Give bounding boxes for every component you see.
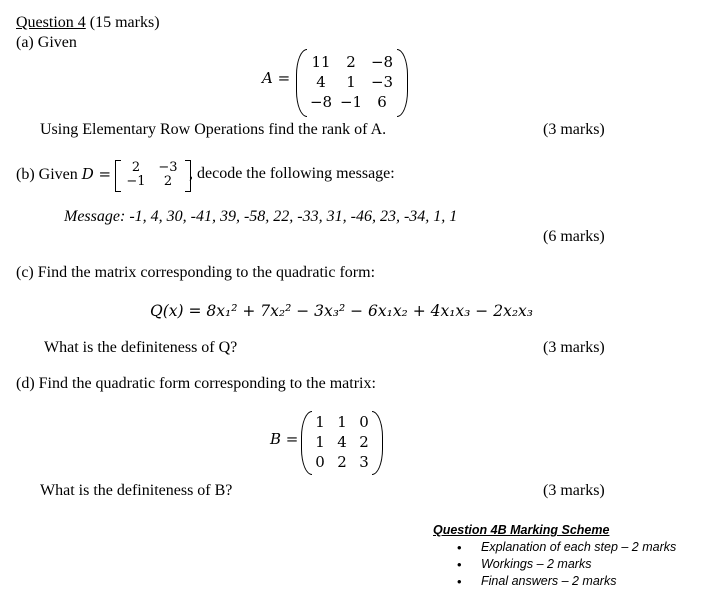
matrix-d-cell: 2 <box>131 160 141 175</box>
part-d-instruction: (d) Find the quadratic form corresponding to the matrix: <box>16 375 376 392</box>
matrix-b-cell: 4 <box>337 433 347 451</box>
marking-scheme-item: • Final answers – 2 marks <box>433 573 676 590</box>
matrix-d-cell: −1 <box>126 174 146 189</box>
matrix-d-cell: −3 <box>158 160 178 175</box>
part-a-marks: (3 marks) <box>543 121 605 138</box>
matrix-a-cell: 2 <box>346 53 356 71</box>
matrix-a-cell: −8 <box>309 93 333 111</box>
part-a-instruction: Using Elementary Row Operations find the rank of A. <box>40 121 387 138</box>
matrix-d-label: D = <box>81 165 112 183</box>
question-marks-total: (15 marks) <box>89 14 160 31</box>
matrix-d-cell: 2 <box>163 174 173 189</box>
part-b-marks: (6 marks) <box>543 228 605 245</box>
marking-scheme-item: • Workings – 2 marks <box>433 556 676 573</box>
matrix-a-cell: 11 <box>311 53 331 71</box>
question-title <box>16 14 160 32</box>
question-heading: Question 4 <box>16 14 86 31</box>
part-c-instruction: (c) Find the matrix corresponding to the quadratic form: <box>16 264 376 281</box>
quadratic-form-q: Q(x) = 8x₁² + 7x₂² − 3x₃² − 6x₁x₂ + 4x₁x₃ − 2x₂x₃ <box>150 302 533 320</box>
part-a-label: (a) Given <box>16 34 77 51</box>
matrix-b-cell: 1 <box>315 433 325 451</box>
matrix-b <box>301 411 383 473</box>
matrix-a-cell: −3 <box>370 73 394 91</box>
part-b-message: Message: -1, 4, 30, -41, 39, -58, 22, -33, 31, -46, 23, -34, 1, 1 <box>64 208 458 225</box>
matrix-b-cell: 1 <box>315 413 325 431</box>
part-c-marks: (3 marks) <box>543 339 605 356</box>
part-b-line <box>16 165 111 184</box>
part-d-marks: (3 marks) <box>543 482 605 499</box>
part-c-question: What is the definiteness of Q? <box>44 339 238 356</box>
matrix-a-cell: −8 <box>370 53 394 71</box>
part-b-instruction: , decode the following message: <box>189 165 395 182</box>
matrix-a-cell: 6 <box>377 93 387 111</box>
matrix-b-cell: 1 <box>337 413 347 431</box>
matrix-a-right-paren <box>397 49 408 117</box>
matrix-b-cell: 2 <box>337 453 347 471</box>
matrix-b-cell: 3 <box>359 453 369 471</box>
marking-scheme-list <box>433 539 676 590</box>
marking-scheme <box>433 522 676 590</box>
matrix-d <box>115 160 191 190</box>
matrix-a-cell: 1 <box>346 73 356 91</box>
matrix-a <box>296 49 408 115</box>
matrix-a-cell: −1 <box>339 93 363 111</box>
marking-scheme-title: Question 4B Marking Scheme <box>433 523 610 537</box>
matrix-a-cell: 4 <box>316 73 326 91</box>
matrix-a-label: A = <box>262 69 291 87</box>
matrix-b-label: B = <box>270 430 299 448</box>
part-b-label: (b) Given <box>16 166 82 183</box>
matrix-b-cell: 0 <box>315 453 325 471</box>
marking-scheme-item: • Explanation of each step – 2 marks <box>433 539 676 556</box>
matrix-b-cell: 0 <box>359 413 369 431</box>
part-d-question: What is the definiteness of B? <box>40 482 233 499</box>
matrix-b-cell: 2 <box>359 433 369 451</box>
